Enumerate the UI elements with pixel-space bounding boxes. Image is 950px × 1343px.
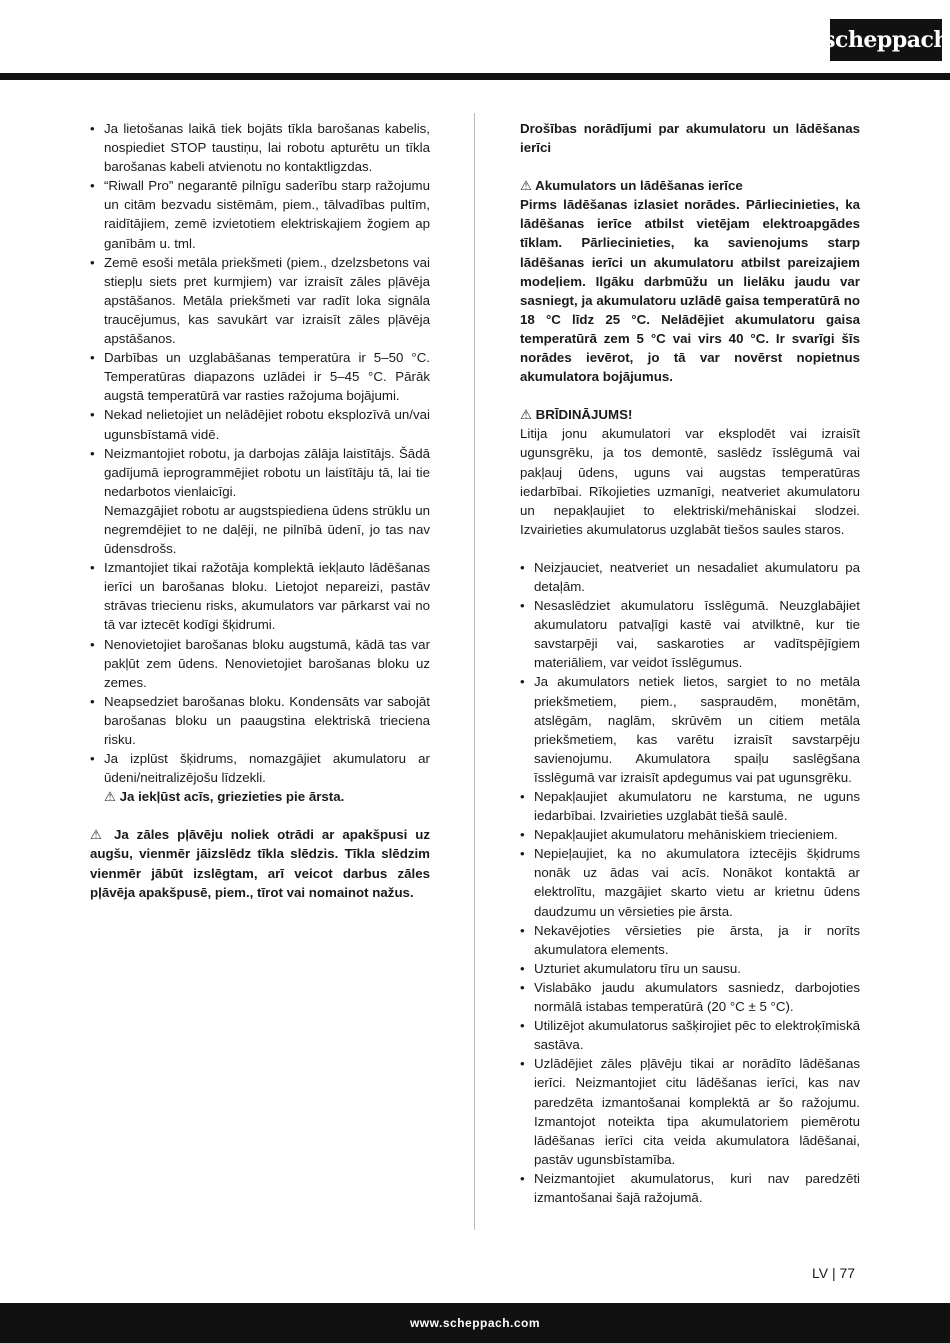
footer: [0, 1303, 950, 1343]
warning-heading-text: BRĪDINĀJUMS!: [535, 407, 633, 423]
subheading-text: Akumulators un lādēšanas ierīce: [535, 178, 743, 194]
warning-icon: ⚠: [104, 789, 116, 805]
left-column: [90, 119, 430, 902]
list-item: • Ja izplūst šķidrums, nomazgājiet akumulatoru ar ūdeni/neitralizējošu līdzekli.: [90, 749, 430, 787]
list-item: • Neizmantojiet robotu, ja darbojas zālāja laistītājs. Šādā gadījumā ieprogrammējiet robotu un laistītāju tā, lai tie nedarbotos vienlaicīgi.: [90, 444, 430, 501]
list-item: • Ja lietošanas laikā tiek bojāts tīkla barošanas kabelis, nospiediet STOP taustiņu, lai robotu apturētu un tīkla barošanas kabeli atvienotu no kontaktligzdas.: [90, 119, 430, 176]
list-item-continuation: Nemazgājiet robotu ar augstspiediena ūdens strūklu un negremdējiet to ne daļēji, ne pilnībā ūdenī, jo tas nav ūdensdrošs.: [104, 502, 430, 557]
right-column: [520, 119, 860, 1207]
list-item: • Ja akumulators netiek lietos, sargiet to no metāla priekšmetiem, piem., saspraudēm, monētām, atslēgām, naglām, skrūvēm un citiem metāla priekšmetiem, kas varētu izraisīt savstarpēju savienojumu. Akumulatora spaiļu saslēgšana īsslēgumā var izraisīt apdegumus vai pat ugunsgrēku.: [520, 672, 860, 787]
list-item: • Nepakļaujiet akumulatoru ne karstuma, ne uguns iedarbībai. Izvairieties uzglabāt tiešā saulē.: [520, 787, 860, 825]
column-divider: [474, 113, 475, 1230]
warning-text: Litija jonu akumulatori var eksplodēt vai izraisīt ugunsgrēku, ja tos demontē, saslēdz īsslēgumā vai pakļauj ūdens, uguns vai augstas temperatūras iedarbībai. Rīkojieties uzmanīgi, neatveriet akumulatoru un nepakļaujiet to elektriski/mehāniskai slodzei. Izvairieties akumulatorus uzglabāt tiešos saules staros.: [520, 426, 860, 537]
list-item: • Izmantojiet tikai ražotāja komplektā iekļauto lādēšanas ierīci un barošanas bloku. Lietojot nepareizi, pastāv strāvas triecienu risks, akumulators var pārkarst vai no tā var iztecēt kodīgi šķidrumi.: [90, 558, 430, 634]
warning-icon: ⚠: [520, 407, 532, 423]
eye-warning: [90, 787, 430, 806]
left-bullet-list-2: [90, 558, 430, 787]
scheppach-logo: scheppach: [830, 19, 942, 61]
list-item: • Neizjauciet, neatveriet un nesadaliet akumulatoru pa detaļām.: [520, 558, 860, 596]
list-item: • Nekavējoties vērsieties pie ārsta, ja ir norīts akumulatora elements.: [520, 921, 860, 959]
warning-icon: ⚠: [520, 178, 532, 194]
left-bullet-list: [90, 119, 430, 501]
footer-url: www.scheppach.com: [409, 1316, 541, 1330]
warning-icon: ⚠: [90, 827, 107, 843]
list-item: • Utilizējot akumulatorus sašķirojiet pēc to elektroķīmiskā sastāva.: [520, 1016, 860, 1054]
section-title: Drošības norādījumi par akumulatoru un lādēšanas ierīci: [520, 121, 860, 156]
upside-down-warning: [90, 825, 430, 901]
page-number: LV | 77: [812, 1265, 856, 1281]
list-item: • Vislabāko jaudu akumulators sasniedz, darbojoties normālā istabas temperatūrā (20 °C ± 5 °C).: [520, 978, 860, 1016]
list-item: • “Riwall Pro” negarantē pilnīgu saderību starp ražojumu un citām bezvadu sistēmām, piem., tālvadības pultīm, raidītājiem, zemē izvietotiem elektriskajiem žogiem ap ganībām u. tml.: [90, 176, 430, 252]
right-bullet-list: [520, 558, 860, 1207]
list-item: • Zemē esoši metāla priekšmeti (piem., dzelzsbetons vai stiepļu siets pret kurmjiem) var izraisīt zāles pļāvēja apstāšanos. Metāla priekšmeti var radīt loka signāla traucējumus, kas savukārt var izraisīt zāles pļāvēja apstāšanos.: [90, 253, 430, 348]
list-item: • Nesaslēdziet akumulatoru īsslēgumā. Neuzglabājiet akumulatoru patvaļīgi kastē vai atvilktnē, kur tie savstarpēji vai, saskaroties ar vadītspējīgiem materiāliem, var veidot īsslēgumus.: [520, 596, 860, 672]
list-item: • Darbības un uzglabāšanas temperatūra ir 5–50 °C. Temperatūras diapazons uzlādei ir 5–45 °C. Pārāk augstā temperatūrā var rasties ražojuma bojājumi.: [90, 348, 430, 405]
charging-instructions: Pirms lādēšanas izlasiet norādes. Pārliecinieties, ka lādēšanas ierīce atbilst vietējam elektroapgādes tīklam. Pārliecinieties, ka savienojums starp lādēšanas ierīci un akumulatoru atbilst pareizajiem modeļiem. Ilgāku darbmūžu un lielāku jaudu var sasniegt, ja akumulatoru uzlādē gaisa temperatūrā no 18 °C līdz 25 °C. Nelādējiet akumulatoru gaisa temperatūrā zem 5 °C vai virs 40 °C. Ir svarīgi šīs norādes ievērot, jo tā var novērst nopietnus akumulatora bojājumus.: [520, 197, 860, 385]
list-item: • Uzturiet akumulatoru tīru un sausu.: [520, 959, 860, 978]
header-rule: [0, 73, 950, 80]
list-item: • Nenovietojiet barošanas bloku augstumā, kādā tas var pakļūt zem ūdens. Nenovietojiet barošanas bloku uz zemes.: [90, 635, 430, 692]
list-item: • Nepieļaujiet, ka no akumulatora iztecējis šķidrums nonāk uz ādas vai acīs. Nonākot kontaktā ar elektrolītu, mazgājiet skarto vietu ar krietnu ūdens daudzumu un vērsieties pie ārsta.: [520, 844, 860, 920]
list-item: • Nekad nelietojiet un nelādējiet robotu eksplozīvā un/vai ugunsbīstamā vidē.: [90, 405, 430, 443]
list-item: • Neapsedziet barošanas bloku. Kondensāts var sabojāt barošanas bloku un paaugstina elektriskā trieciena risku.: [90, 692, 430, 749]
list-item: • Nepakļaujiet akumulatoru mehāniskiem triecieniem.: [520, 825, 860, 844]
upside-down-warning-text: Ja zāles pļāvēju noliek otrādi ar apakšpusi uz augšu, vienmēr jāizslēdz tīkla slēdzis. Tīkla slēdzim vienmēr jābūt izslēgtam, arī veicot darbus zāles pļāvēja apakšpusē, piem., tīrot vai nomainot nažus.: [90, 827, 431, 900]
list-item: • Uzlādējiet zāles pļāvēju tikai ar norādīto lādēšanas ierīci. Neizmantojiet citu lādēšanas ierīci, kas nav paredzēta izmantošanai komplektā ar šo ražojumu. Izmantojot noteikta tipa akumulatoriem piemērotu lādēšanas ierīci cita veida akumulatora lādēšanai, pastāv ugunsbīstamība.: [520, 1054, 860, 1169]
list-item: • Neizmantojiet akumulatorus, kuri nav paredzēti izmantošanai šajā ražojumā.: [520, 1169, 860, 1207]
warning-heading: [520, 405, 860, 424]
eye-warning-text: Ja iekļūst acīs, griezieties pie ārsta.: [119, 789, 345, 805]
subheading: [520, 176, 860, 195]
